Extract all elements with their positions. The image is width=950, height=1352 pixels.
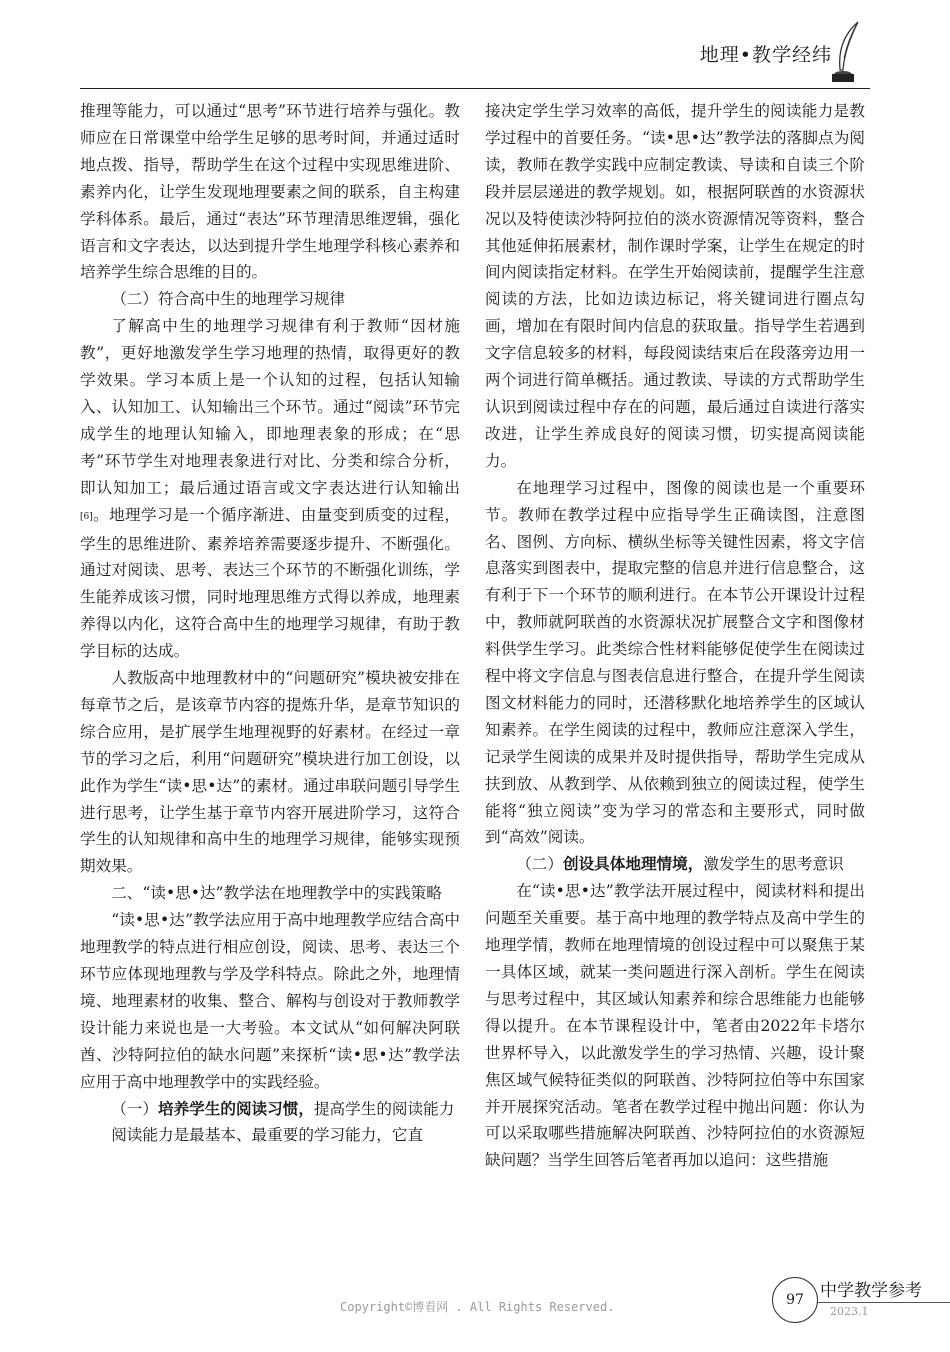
paragraph-text: 了解高中生的地理学习规律有利于教师“因材施教”，更好地激发学生学习地理的热情，取得更好的教学效果。学习本质上是一个认知的过程，包括认知输入、认知加工、认知输出三个环节。通过“阅读”环节完成学生的地理认知输入，即地理表象的形成；在“思考”环节学生对地理表象进行对比、分类和综合分析，即认知加工；最后通过语言或文字表达进行认知输出 xyxy=(80,317,460,497)
heading-text: 激发学生的思考意识 xyxy=(703,855,844,874)
journal-name: 中学教学参考 xyxy=(820,1281,922,1301)
paragraph xyxy=(80,313,460,665)
heading-bold-text: 培养学生的阅读习惯， xyxy=(157,1098,314,1118)
header-rule xyxy=(80,88,870,89)
heading-number: （一） xyxy=(111,1099,158,1118)
paragraph: 阅读能力是最基本、最重要的学习能力，它直 xyxy=(111,1126,424,1145)
copyright-notice: Copyright©博看网 . All Rights Reserved. xyxy=(340,1300,615,1314)
page-number: 97 xyxy=(772,1277,818,1323)
right-column xyxy=(485,98,865,1174)
subsection-heading: （二）符合高中生的地理学习规律 xyxy=(111,290,346,309)
left-column xyxy=(80,98,460,1149)
heading-text: 提高学生的阅读能力 xyxy=(313,1099,455,1118)
section-header: 地理•教学经纬 xyxy=(699,44,832,66)
paragraph: 推理等能力，可以通过“思考”环节进行培养与强化。教师应在日常课堂中给学生足够的思考时间，并通过适时地点拨、指导，帮助学生在这个过程中实现思维进阶、素养内化，让学生发现地理要素之间的联系，自主构建学科体系。最后，通过“表达”环节理清思维逻辑，强化语言和文字表达，以达到提升学生地理学科核心素养和培养学生综合思维的目的。 xyxy=(80,102,460,282)
citation-ref: [6] xyxy=(80,511,93,522)
heading-bold-text: 创设具体地理情境， xyxy=(562,854,704,874)
paragraph: 在“读•思•达”教学法开展过程中，阅读材料和提出问题至关重要。基于高中地理的教学特点及高中学生的地理学情，教师在地理情境的创设过程中可以聚焦于某一具体区域，就某一类问题进行深入剖析。学生在阅读与思考过程中，其区域认知素养和综合思维能力也能够得以提升。在本节课程设计中，笔者由2022年卡塔尔世界杯导入，以此激发学生的学习热情、兴趣，设计聚焦区域气候特征类似的阿联酋、沙特阿拉伯等中东国家并开展探究活动。笔者在教学过程中抛出问题：你认为可以采取哪些措施解决阿联酋、沙特阿拉伯的水资源短缺问题？当学生回答后笔者再加以追问：这些措施 xyxy=(485,882,865,1170)
paragraph-text: 。地理学习是一个循序渐进、由量变到质变的过程，学生的思维进阶、素养培养需要逐步提升、不断强化。通过对阅读、思考、表达三个环节的不断强化训练，学生能养成该习惯，同时地理思维方式得以养成，地理素养得以内化，这符合高中生的地理学习规律，有助于教学目标的达成。 xyxy=(80,505,460,661)
paragraph: “读•思•达”教学法应用于高中地理教学应结合高中地理教学的特点进行相应创设，阅读、思考、表达三个环节应体现地理教与学及学科特点。除此之外，地理情境、地理素材的收集、整合、解构与创设对于教师教学设计能力来说也是一大考验。本文试从“如何解决阿联酋、沙特阿拉伯的缺水问题”来探析“读•思•达”教学法应用于高中地理教学中的实践经验。 xyxy=(80,911,460,1091)
paragraph: 在地理学习过程中，图像的阅读也是一个重要环节。教师在教学过程中应指导学生正确读图，注意图名、图例、方向标、横纵坐标等关键性因素，将文字信息落实到图表中，提取完整的信息并进行信息整合，这有利于下一个环节的顺利进行。在本节公开课设计过程中，教师就阿联酋的水资源状况扩展整合文字和图像材料供学生学习。此类综合性材料能够促使学生在阅读过程中将文字信息与图表信息进行整合，在提升学生阅读图文材料能力的同时，还潜移默化地培养学生的区域认知素养。在学生阅读的过程中，教师应注意深入学生，记录学生阅读的成果并及时提供指导，帮助学生完成从扶到放、从教到学、从依赖到独立的阅读过程，使学生能将“独立阅读”变为学习的常态和主要形式，同时做到“高效”阅读。 xyxy=(485,478,865,847)
subsection-heading xyxy=(485,851,865,878)
footer-rule xyxy=(812,1302,950,1303)
quill-pen-icon xyxy=(828,20,864,86)
paragraph: 人教版高中地理教材中的“问题研究”模块被安排在每章节之后，是该章节内容的提炼升华，是章节知识的综合应用，是扩展学生地理视野的好素材。在经过一章节的学习之后，利用“问题研究”模块进行加工创设，以此作为学生“读•思•达”的素材。通过串联问题引导学生进行思考，让学生基于章节内容开展进阶学习，这符合学生的认知规律和高中生的地理学习规律，能够实现预期效果。 xyxy=(80,669,460,876)
subsection-heading xyxy=(80,1096,460,1123)
journal-issue: 2023.1 xyxy=(830,1305,869,1318)
heading-number: （二） xyxy=(516,855,563,874)
paragraph: 接决定学生学习效率的高低，提升学生的阅读能力是教学过程中的首要任务。“读•思•达”教学法的落脚点为阅读，教师在教学实践中应制定教读、导读和自读三个阶段并层层递进的教学规划。如，根据阿联酋的水资源状况以及特使读沙特阿拉伯的淡水资源情况等资料，整合其他延伸拓展素材，制作课时学案，让学生在规定的时间内阅读指定材料。在学生开始阅读前，提醒学生注意阅读的方法，比如边读边标记，将关键词进行圈点勾画，增加在有限时间内信息的获取量。指导学生若遇到文字信息较多的材料，每段阅读结束后在段落旁边用一两个词进行简单概括。通过教读、导读的方式帮助学生认识到阅读过程中存在的问题，最后通过自读进行落实改进，让学生养成良好的阅读习惯，切实提高阅读能力。 xyxy=(485,102,865,470)
section-heading: 二、“读•思•达”教学法在地理教学中的实践策略 xyxy=(111,884,442,903)
